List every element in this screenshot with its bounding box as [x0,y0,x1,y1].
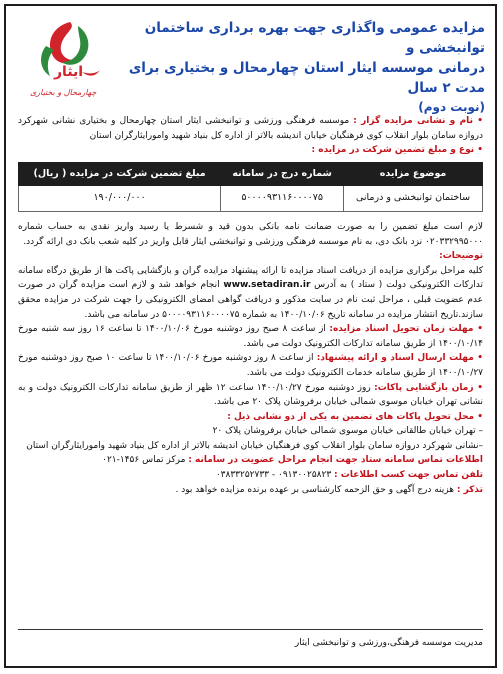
deadline-opening [18,381,483,410]
table-header-subject: موضوع مزایده [344,162,483,186]
contact-phone-label: تلفن تماس جهت کسب اطلاعات : [334,470,483,481]
notes-label: توضیحات: [439,251,483,262]
table-cell-guarantee: ۱۹۰/۰۰۰/۰۰۰ [19,186,221,212]
contact-phone-text: ۰۹۱۳۰۰۲۵۸۲۳ - ۰۳۸۳۳۲۵۲۷۳۳ [215,470,335,481]
auction-table [18,162,483,212]
deadline-proposal [18,351,483,380]
reminder-label: تذکر : [456,484,483,495]
logo-subtext: چهارمحال و بختیاری [30,88,97,97]
reminder [18,483,483,498]
isar-logo [16,16,124,108]
table-header-number: شماره درج در سامانه [221,162,344,186]
setadiran-link[interactable]: www.setadiran.ir [223,280,311,291]
table-cell-subject: ساختمان توانبخشی و درمانی [344,186,483,212]
address-shahrekord: –نشانی شهرکرد دروازه سامان بلوار انقلاب کوی فرهنگیان خیابان اندیشه بالاتر از اداره کل بنیاد شهید وامورایثارگران استان [26,440,483,451]
notes-paragraph [18,264,483,322]
notice-body [18,114,483,497]
contact-setad-label: اطلاعات تماس سامانه ستاد جهت انجام مراحل عضویت در سامانه : [188,455,483,466]
deadline-opening-text: روز دوشنبه مورخ ۱۴۰۰/۱۰/۲۷ ساعت ۱۲ ظهر از طریق سامانه تدارکات الکترونیک دولت و به نشانی تهران خیابان موسوی شمالی خیابان برفروشان پلاک ۲۰ می باشد. [18,382,483,408]
organizer-text: موسسه فرهنگی ورزشی و توانبخشی ایثار استان چهارمحال و بختیاری نشانی شهرکرد دروازه سامان بلوار انقلاب کوی فرهنگیان خیابان اندیشه بالاتر از اداره کل بنیاد شهید وامورایثارگران استان [18,116,483,141]
table-cell-number: ۵۰۰۰۰۹۳۱۱۶۰۰۰۰۷۵ [221,186,344,212]
deadline-documents [18,322,483,351]
table-header-guarantee: مبلغ تضمین شرکت در مزایده ( ریال) [19,162,221,186]
notice-title [117,18,485,116]
title-line-1: مزایده عمومی واگذاری جهت بهره برداری ساختمان توانبخشی و [144,20,485,56]
notes-text-a: کلیه مراحل برگزاری مزایده از دریافت اسناد مزایده تا ارائه پیشنهاد مزایده گران و بازگشایی پاکت ها از طریق درگاه سامانه تدارکات الکترونیکی دولت ( ستاد ) به آدرس [18,265,483,291]
guarantee-paragraph: لازم است مبلغ تضمین را به صورت ضمانت نامه بانکی بدون قید و شسرط یا رسید واریز نقدی به حساب شماره ۰۲۰۳۳۲۹۹۵۰۰۰ نزد بانک دی، به نام موسسه فرهنگی ورزشی و توانبخشی ایثار قابل واریز در کلیه شعب بانک دی ارائه گردد. [18,221,483,247]
deadline-proposal-text: از ساعت ۸ روز دوشنبه مورخ ۱۴۰۰/۱۰/۰۶ تا ساعت ۱۰ صبح روز دوشنبه مورخ ۱۴۰۰/۱۰/۲۷ از طریق سامانه خدمات الکترونیک دولت می باشد. [18,353,483,378]
title-line-3: (نوبت دوم) [418,100,485,114]
address-tehran: – تهران خیابان طالقانی خیابان موسوی شمالی خیابان برفروشان پلاک ۲۰ [212,426,483,437]
contact-setad-text: مرکز تماس ۱۴۵۶-۰۲۱ [102,455,189,466]
table-header-row [19,162,483,186]
reminder-text: هزینه درج آگهی و حق الزحمه کارشناسی بر عهده برنده مزایده خواهد بود . [175,484,457,495]
notes-text-b: انجام خواهد شد و لازم است مزایده گران در صورت عدم عضویت قبلی ، مراحل ثبت نام در سایت مذکور و دریافت گواهی امضای الکترونیکی را جهت شرکت در مزایده محقق سازند.تاریخ انتشار مزایده در سامانه تاریخ ۱۴۰۰/۱۰/۰۶ به شماره ۵۰۰۰۰۹۳۱۱۶۰۰۰۰۷۵ در سامانه می باشد. [18,280,483,320]
delivery-location-label: • محل تحویل پاکات های تضمین به یکی از دو نشانی ذیل : [227,411,483,422]
contact-setad [18,453,483,468]
deadline-documents-label: • مهلت زمان تحویل اسناد مزایده: [329,324,483,335]
deadline-proposal-label: • مهلت ارسال اسناد و ارائه پیشنهاد: [316,353,484,364]
notice-frame [4,4,497,668]
table-row [19,186,483,212]
organizer-label: • نام و نشانی مزایده گزار : [353,116,484,126]
delivery-location [18,410,483,425]
logo-text: ایثار [54,64,84,80]
organizer-paragraph [18,114,483,143]
title-line-2: درمانی موسسه ایثار استان چهارمحال و بختیاری برای مدت ۲ سال [128,60,485,96]
deadline-documents-text: از ساعت ۸ صبح روز دوشنبه مورخ ۱۴۰۰/۱۰/۰۶ تا ساعت ۱۶ روز سه شنبه مورخ ۱۴۰۰/۱۰/۱۴ از طریق سامانه تدارکات الکترونیک دولت می باشد. [18,324,483,349]
footer-signature: مدیریت موسسه فرهنگی،ورزشی و توانبخشی ایثار [18,629,483,656]
contact-phone [18,468,483,483]
deadline-opening-label: • زمان بازگشایی پاکات: [374,382,484,393]
auction-type-label: • نوع و مبلغ تضمین شرکت در مزایده : [311,145,483,156]
